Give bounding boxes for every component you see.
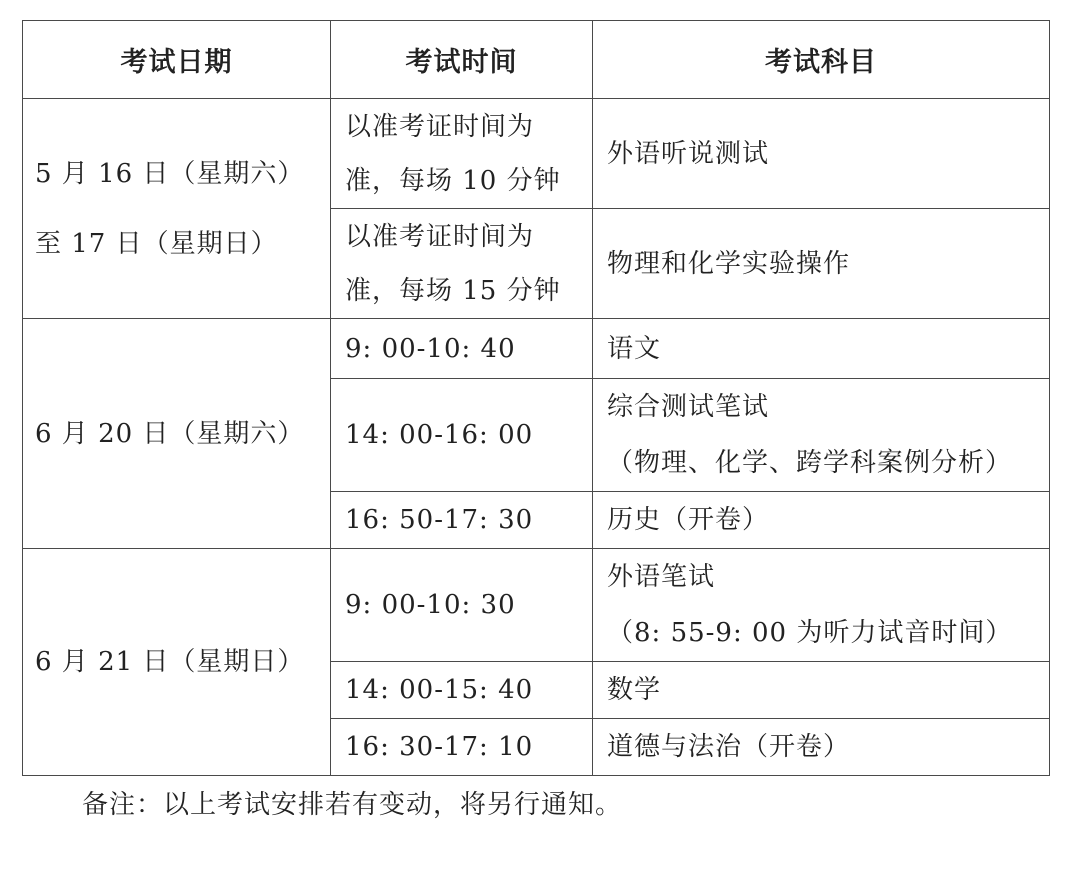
subject-line: 综合测试笔试 — [607, 392, 770, 422]
header-time: 考试时间 — [331, 21, 593, 99]
subject-line: 语文 — [607, 333, 662, 364]
header-row — [23, 21, 1050, 99]
subject-line: 外语笔试 — [607, 562, 716, 592]
subject-line: （物理、化学、跨学科案例分析） — [607, 448, 1013, 478]
subject-cell — [593, 319, 1050, 379]
time-line: 准，每场 10 分钟 — [345, 165, 561, 196]
exam-schedule-table — [22, 20, 1050, 776]
date-cell — [23, 549, 331, 776]
subject-line: 数学 — [607, 675, 662, 705]
subject-line: （8: 55-9: 00 为听力试音时间） — [607, 618, 1013, 648]
date-line: 6 月 21 日（星期日） — [35, 647, 305, 677]
time-cell — [331, 99, 593, 209]
time-line: 以准考证时间为 — [345, 111, 535, 142]
table-row — [23, 319, 1050, 379]
date-line: 至 17 日（星期日） — [35, 228, 278, 259]
time-line: 准，每场 15 分钟 — [345, 275, 561, 306]
subject-cell — [593, 379, 1050, 492]
time-line: 14: 00-15: 40 — [345, 675, 534, 705]
subject-line: 外语听说测试 — [607, 138, 770, 169]
date-line: 6 月 20 日（星期六） — [35, 418, 305, 449]
time-line: 14: 00-16: 00 — [345, 420, 534, 450]
subject-cell — [593, 209, 1050, 319]
remark-note: 备注：以上考试安排若有变动，将另行通知。 — [82, 790, 623, 820]
date-cell — [23, 319, 331, 549]
subject-line: 历史（开卷） — [607, 505, 770, 535]
table-row — [23, 549, 1050, 662]
subject-line: 物理和化学实验操作 — [607, 248, 851, 279]
time-line: 以准考证时间为 — [345, 221, 535, 252]
subject-cell — [593, 99, 1050, 209]
time-line: 9: 00-10: 40 — [345, 333, 516, 364]
time-cell — [331, 549, 593, 662]
subject-cell — [593, 719, 1050, 776]
time-line: 9: 00-10: 30 — [345, 590, 516, 620]
time-cell — [331, 379, 593, 492]
date-cell — [23, 99, 331, 319]
time-cell — [331, 662, 593, 719]
time-cell — [331, 209, 593, 319]
date-line: 5 月 16 日（星期六） — [35, 158, 305, 189]
subject-cell — [593, 549, 1050, 662]
table-row — [23, 99, 1050, 209]
time-line: 16: 50-17: 30 — [345, 505, 534, 535]
subject-cell — [593, 662, 1050, 719]
header-subject: 考试科目 — [593, 21, 1050, 99]
time-cell — [331, 319, 593, 379]
time-cell — [331, 492, 593, 549]
subject-cell — [593, 492, 1050, 549]
header-date: 考试日期 — [23, 21, 331, 99]
time-cell — [331, 719, 593, 776]
time-line: 16: 30-17: 10 — [345, 732, 534, 762]
subject-line: 道德与法治（开卷） — [607, 732, 851, 762]
